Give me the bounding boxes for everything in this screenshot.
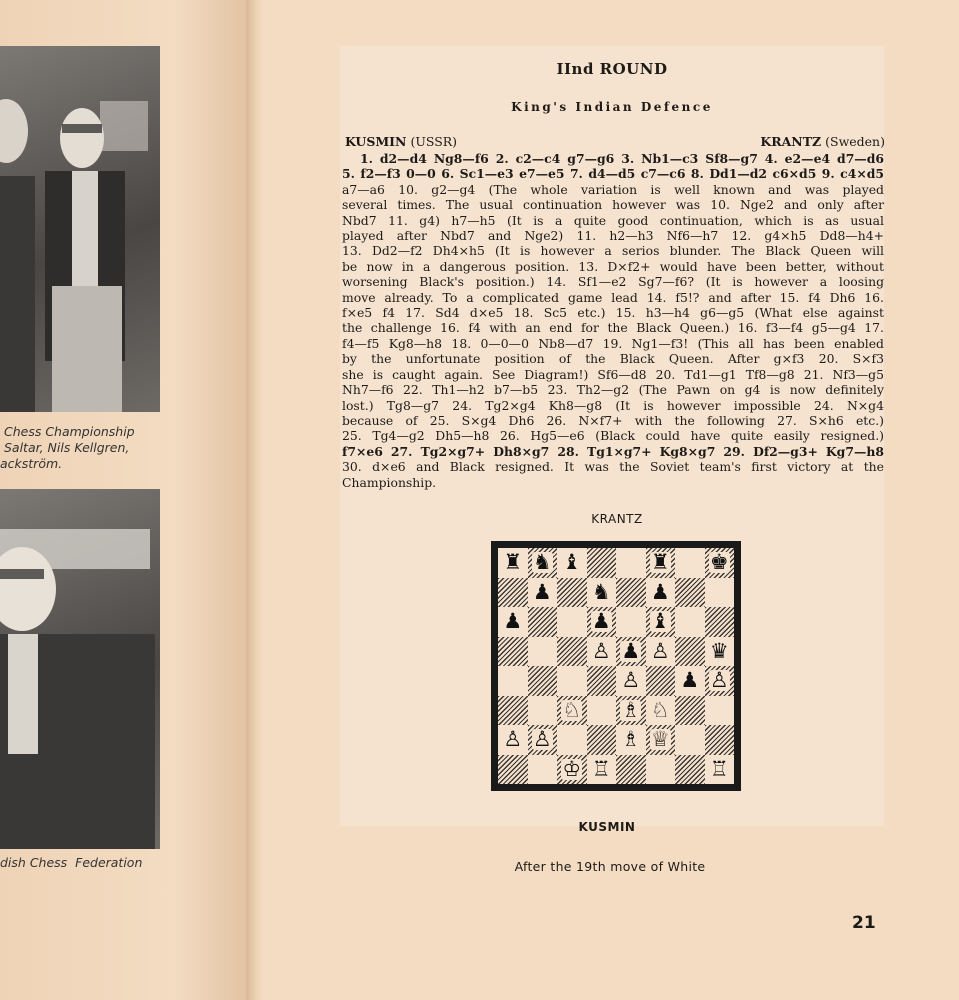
board-square	[587, 607, 617, 637]
annotation-line: 30. d×e6 and Black resigned. It was the Soviet team's first victory at the	[342, 459, 884, 475]
photo-caption-bottom: dish Chess Federation	[0, 855, 143, 870]
photo-official	[0, 489, 160, 849]
annotation-line: the challenge 16. f4 with an end for the Black Queen.) 16. f3—f4 g5—g4 17.	[342, 320, 884, 336]
board-square	[675, 725, 705, 755]
board-square	[675, 666, 705, 696]
board-square	[498, 666, 528, 696]
board-square	[616, 666, 646, 696]
annotation-line: played after Nbd7 and Nge2) 11. h2—h3 Nf6—h7 12. g4×h5 Dd8—h4+	[342, 228, 884, 244]
annotation-line: be now in a dangerous position. 13. D×f2+ would have been better, without	[342, 258, 884, 274]
chess-piece: ♗	[621, 697, 641, 722]
chess-piece: ♚	[709, 550, 729, 575]
annotation-line: lost.) Tg8—g7 24. Tg2×g4 Kh8—g8 (It is however impossible 24. N×g4	[342, 397, 884, 413]
board-square	[705, 637, 735, 667]
annotation-line: because of 25. S×g4 Dh6 26. N×f7+ with the following 27. S×h6 etc.)	[342, 412, 884, 428]
diagram-caption: After the 19th move of White	[514, 859, 706, 874]
chess-piece: ♛	[709, 638, 729, 663]
annotation-line: 25. Tg4—g2 Dh5—h8 26. Hg5—e6 (Black could have quite easily resigned.)	[342, 428, 884, 444]
board-square	[557, 725, 587, 755]
annotation-line: worsening Black's position.) 14. Sf1—e2 Sg7—f6? (It is however a loosing	[342, 274, 884, 290]
chess-piece: ♖	[709, 756, 729, 781]
board-square	[616, 578, 646, 608]
board-square	[528, 755, 558, 785]
board-square	[675, 637, 705, 667]
photo-players	[0, 46, 160, 412]
round-title: IInd ROUND	[556, 60, 668, 78]
chess-piece: ♞	[591, 579, 611, 604]
left-page	[0, 0, 248, 1000]
board-square	[616, 637, 646, 667]
board-square	[705, 755, 735, 785]
board-square	[646, 607, 676, 637]
board-square	[587, 548, 617, 578]
annotation-line: a7—a6 10. g2—g4 (The whole variation is well known and was played	[342, 181, 884, 197]
annotation-line: she is caught again. See Diagram!) Sf6—d8 20. Td1—g1 Tf8—g8 21. Nf3—g5	[342, 366, 884, 382]
chess-piece: ♖	[591, 756, 611, 781]
chess-piece: ♙	[650, 638, 670, 663]
board-square	[528, 696, 558, 726]
board-square	[557, 607, 587, 637]
chess-diagram	[491, 541, 741, 791]
annotation-line: move already. To a complicated game lead 14. f5!? and after 15. f4 Dh6 16.	[342, 289, 884, 305]
board-square	[528, 725, 558, 755]
board-square	[557, 578, 587, 608]
board-square	[616, 548, 646, 578]
board-square	[705, 607, 735, 637]
board-square	[616, 607, 646, 637]
board-square	[616, 725, 646, 755]
annotation-line: 1. d2—d4 Ng8—f6 2. c2—c4 g7—g6 3. Nb1—c3 Sf8—g7 4. e2—e4 d7—d6	[360, 151, 884, 166]
annotation-line: f4—f5 Kg8—h8 18. 0—0—0 Nb8—d7 19. Ng1—f3! (This all has been enabled	[342, 335, 884, 351]
board-square	[528, 548, 558, 578]
annotation-line: Nbd7 11. g4) h7—h5 (It is a quite good continuation, which is as usual	[342, 212, 884, 228]
board-square	[498, 755, 528, 785]
chess-piece: ♞	[532, 550, 552, 575]
board-square	[498, 548, 528, 578]
white-player: KUSMIN (USSR)	[345, 134, 458, 149]
annotation-line: several times. The usual continuation however was 10. Nge2 and only after	[342, 197, 884, 213]
black-player: KRANTZ (Sweden)	[760, 134, 885, 149]
board-square	[587, 578, 617, 608]
chess-piece: ♘	[650, 697, 670, 722]
chess-piece: ♟	[680, 668, 700, 693]
page-number: 21	[852, 913, 876, 933]
board-square	[587, 755, 617, 785]
board-square	[557, 755, 587, 785]
diagram-white-label: KUSMIN	[578, 820, 636, 834]
chess-piece: ♙	[503, 727, 523, 752]
board-square	[705, 725, 735, 755]
board-square	[528, 607, 558, 637]
right-page	[262, 0, 959, 1000]
board-square	[528, 637, 558, 667]
board-square	[705, 578, 735, 608]
board-square	[498, 696, 528, 726]
annotation-line: f×e5 f4 17. Sd4 d×e5 18. Sc5 etc.) 15. h3—h4 g6—g5 (What else against	[342, 305, 884, 321]
player-line	[345, 134, 885, 150]
game-annotation	[342, 151, 884, 490]
board-square	[675, 548, 705, 578]
opening-title: King's Indian Defence	[511, 100, 713, 114]
annotation-line: 5. f2—f3 0—0 6. Sc1—e3 e7—e5 7. d4—d5 c7—c6 8. Dd1—d2 c6×d5 9. c4×d5	[342, 166, 884, 182]
annotation-line: Championship.	[342, 474, 437, 490]
board-square	[528, 666, 558, 696]
board-square	[705, 666, 735, 696]
chess-piece: ♕	[650, 727, 670, 752]
board-square	[528, 578, 558, 608]
chess-piece: ♔	[562, 756, 582, 781]
board-square	[646, 666, 676, 696]
board-square	[587, 666, 617, 696]
chess-piece: ♙	[591, 638, 611, 663]
diagram-black-label: KRANTZ	[591, 512, 643, 526]
chess-piece: ♘	[562, 697, 582, 722]
board-square	[675, 755, 705, 785]
chess-piece: ♗	[621, 727, 641, 752]
board-square	[616, 755, 646, 785]
board-square	[557, 696, 587, 726]
board-square	[498, 578, 528, 608]
chess-piece: ♟	[532, 579, 552, 604]
chess-piece: ♜	[503, 550, 523, 575]
chess-piece: ♝	[650, 609, 670, 634]
board-square	[675, 578, 705, 608]
board-square	[587, 696, 617, 726]
chess-piece: ♙	[709, 668, 729, 693]
board-square	[646, 637, 676, 667]
board-square	[498, 725, 528, 755]
board-square	[646, 725, 676, 755]
annotation-line: 13. Dd2—f2 Dh4×h5 (It is however a serios blunder. The Black Queen will	[342, 243, 884, 259]
chess-piece: ♟	[591, 609, 611, 634]
board-square	[705, 696, 735, 726]
chess-piece: ♟	[650, 579, 670, 604]
chess-piece: ♙	[621, 668, 641, 693]
chess-piece: ♜	[650, 550, 670, 575]
board-square	[498, 637, 528, 667]
board-square	[616, 696, 646, 726]
board-square	[557, 637, 587, 667]
chess-piece: ♝	[562, 550, 582, 575]
board-square	[675, 696, 705, 726]
board-square	[646, 578, 676, 608]
chess-piece: ♙	[532, 727, 552, 752]
annotation-line: Nh7—f6 22. Th1—h2 b7—b5 23. Th2—g2 (The Pawn on g4 is now definitely	[342, 382, 884, 398]
annotation-line: by the unfortunate position of the Black Queen. After g×f3 20. S×f3	[342, 351, 884, 367]
board-square	[587, 637, 617, 667]
chess-piece: ♟	[621, 638, 641, 663]
chess-piece: ♟	[503, 609, 523, 634]
board-square	[675, 607, 705, 637]
board-square	[646, 696, 676, 726]
chess-board	[498, 548, 734, 784]
board-square	[498, 607, 528, 637]
annotation-line: f7×e6 27. Tg2×g7+ Dh8×g7 28. Tg1×g7+ Kg8×g7 29. Df2—g3+ Kg7—h8	[342, 443, 884, 459]
board-square	[705, 548, 735, 578]
photo-caption-top: Chess Championship Saltar, Nils Kellgren, ackström.	[0, 424, 135, 471]
board-square	[557, 666, 587, 696]
board-square	[646, 548, 676, 578]
board-square	[646, 755, 676, 785]
board-square	[557, 548, 587, 578]
board-square	[587, 725, 617, 755]
